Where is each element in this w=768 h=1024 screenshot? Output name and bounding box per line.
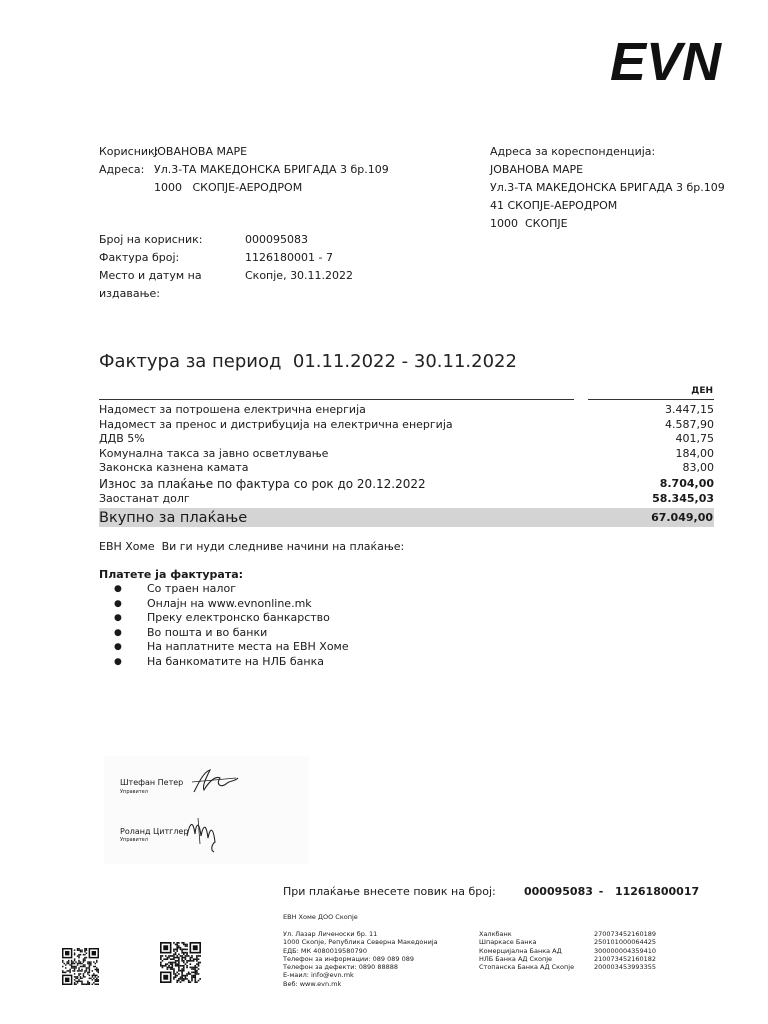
- bank-account: 210073452160182: [594, 954, 657, 963]
- invoice-number-value: 1126180001 - 7: [245, 251, 333, 264]
- list-item: ● На наплатните места на ЕВН Хоме: [114, 640, 349, 654]
- list-item: ● На банкоматите на НЛБ банка: [114, 654, 324, 668]
- due-amount-value: 8.704,00: [659, 476, 714, 490]
- signatory-role: Управител: [120, 789, 148, 795]
- bullet-icon: ●: [114, 584, 122, 594]
- signatory-name: Роланд Цитглер: [120, 827, 189, 836]
- list-item: ● Во пошта и во банки: [114, 625, 268, 639]
- invoice-item: [99, 447, 714, 462]
- item-value: 4.587,90: [665, 417, 714, 431]
- invoice-items: [99, 403, 714, 507]
- bullet-icon: ●: [114, 627, 122, 638]
- signature-image: [190, 766, 240, 796]
- item-value: 3.447,15: [665, 403, 714, 416]
- evn-logo: [610, 34, 744, 84]
- item-value: 83,00: [682, 461, 714, 475]
- invoice-item: [99, 418, 714, 433]
- invoice-number-label: Фактура број:: [99, 251, 180, 264]
- correspondence-name: ЈОВАНОВА МАРЕ: [490, 163, 584, 176]
- currency-label: ДЕН: [691, 386, 713, 396]
- total-row: [99, 508, 714, 527]
- bank-name: Шпаркасе Банка: [479, 938, 537, 947]
- list-item: ● Со траен налог: [114, 582, 236, 595]
- signature-image: [184, 814, 220, 854]
- customer-number-value: 000095083: [245, 233, 308, 246]
- payment-reference-label: При плаќање внесете повик на број:: [283, 885, 496, 898]
- company-name: ЕВН Хоме ДОО Скопје: [283, 913, 358, 921]
- bullet-icon: ●: [114, 656, 122, 667]
- bank-account: 300000004359410: [594, 946, 657, 955]
- signature-block: [104, 756, 309, 864]
- list-item: ● Онлајн на www.evnonline.mk: [114, 596, 312, 610]
- qr-code-icon: [160, 942, 201, 983]
- company-info: Ул. Лазар Личеноски бр. 11 1000 Скопје, Република Северна Македонија ЕДБ: МК 4080019580790 Телефон за информации: 089 089 089 Телефон за дефекти: 0890 88888 E-маил: info@evn.mk Веб: www.evn.mk: [283, 930, 438, 988]
- item-value: 401,75: [675, 432, 714, 446]
- item-value: 184,00: [675, 446, 714, 460]
- invoice-item: [99, 461, 714, 476]
- signatory-name: Штефан Петер: [120, 778, 184, 787]
- item-label: Надомест за потрошена електрична енергија: [99, 403, 366, 416]
- address-label: Адреса:: [99, 163, 145, 176]
- customer-block: [99, 143, 389, 197]
- due-amount-row: [99, 476, 714, 492]
- issue-place-date-value: Скопје, 30.11.2022: [245, 269, 354, 282]
- customer-number-label: Број на корисник:: [99, 233, 203, 246]
- qr-code-icon: [62, 948, 99, 985]
- debt-row: [99, 492, 714, 507]
- correspondence-label: Адреса за кореспонденција:: [490, 145, 656, 158]
- total-label: Вкупно за плаќање: [99, 509, 248, 526]
- bullet-icon: ●: [114, 613, 122, 624]
- bank-accounts: [594, 930, 656, 971]
- address-line-2: 1000 СКОПЈЕ-АЕРОДРОМ: [154, 181, 303, 194]
- bank-name: Комерцијална Банка АД: [479, 946, 562, 955]
- bullet-icon: ●: [114, 598, 122, 609]
- divider-left: [99, 399, 574, 400]
- correspondence-line-3: 1000 СКОПЈЕ: [490, 217, 568, 230]
- payment-offer-text: ЕВН Хоме Ви ги нуди следниве начини на плаќање:: [99, 540, 405, 553]
- logo-text: EVN: [610, 34, 722, 84]
- payment-methods: [114, 582, 349, 670]
- bank-names: [479, 930, 574, 971]
- bullet-icon: ●: [114, 642, 122, 653]
- item-label: Комунална такса за јавно осветлување: [99, 446, 329, 460]
- debt-label: Заостанат долг: [99, 491, 190, 505]
- item-label: Надомест за пренос и дистрибуција на електрична енергија: [99, 417, 453, 431]
- item-label: ДДВ 5%: [99, 432, 145, 446]
- issue-place-date-label: Место и датум на издавање:: [99, 269, 202, 300]
- signatory-role: Управител: [120, 837, 148, 843]
- invoice-meta: [99, 231, 353, 303]
- invoice-period-title: Фактура за период 01.11.2022 - 30.11.2022: [99, 351, 517, 372]
- divider-right: [588, 399, 714, 400]
- bank-account: 250101000064425: [594, 938, 657, 947]
- customer-name: ЈОВАНОВА МАРЕ: [154, 145, 248, 158]
- payment-reference-value: 000095083 - 11261800017: [524, 885, 700, 898]
- bank-account: 270073452160189: [594, 930, 657, 938]
- item-label: Законска казнена камата: [99, 461, 249, 475]
- correspondence-line-2: 41 СКОПЈЕ-АЕРОДРОМ: [490, 199, 618, 212]
- bank-name: НЛБ Банка АД Скопје: [479, 954, 553, 963]
- debt-value: 58.345,03: [652, 491, 714, 505]
- list-item: ● Преку електронско банкарство: [114, 611, 330, 625]
- invoice-item: [99, 403, 714, 418]
- total-value: 67.049,00: [651, 511, 713, 524]
- bank-name: Халкбанк: [479, 930, 512, 938]
- address-line-1: Ул.3-ТА МАКЕДОНСКА БРИГАДА 3 бр.109: [154, 163, 389, 176]
- due-amount-label: Износ за плаќање по фактура со рок до 20.12.2022: [99, 476, 426, 491]
- payment-heading: Платете ја фактурата:: [99, 568, 244, 581]
- correspondence-block: [490, 143, 725, 233]
- bank-name: Стопанска Банка АД Скопје: [479, 963, 575, 972]
- correspondence-line-1: Ул.3-ТА МАКЕДОНСКА БРИГАДА 3 бр.109: [490, 181, 725, 194]
- invoice-item: [99, 432, 714, 447]
- bank-account: 200003453993355: [594, 963, 657, 972]
- customer-label: Корисник:: [99, 145, 159, 158]
